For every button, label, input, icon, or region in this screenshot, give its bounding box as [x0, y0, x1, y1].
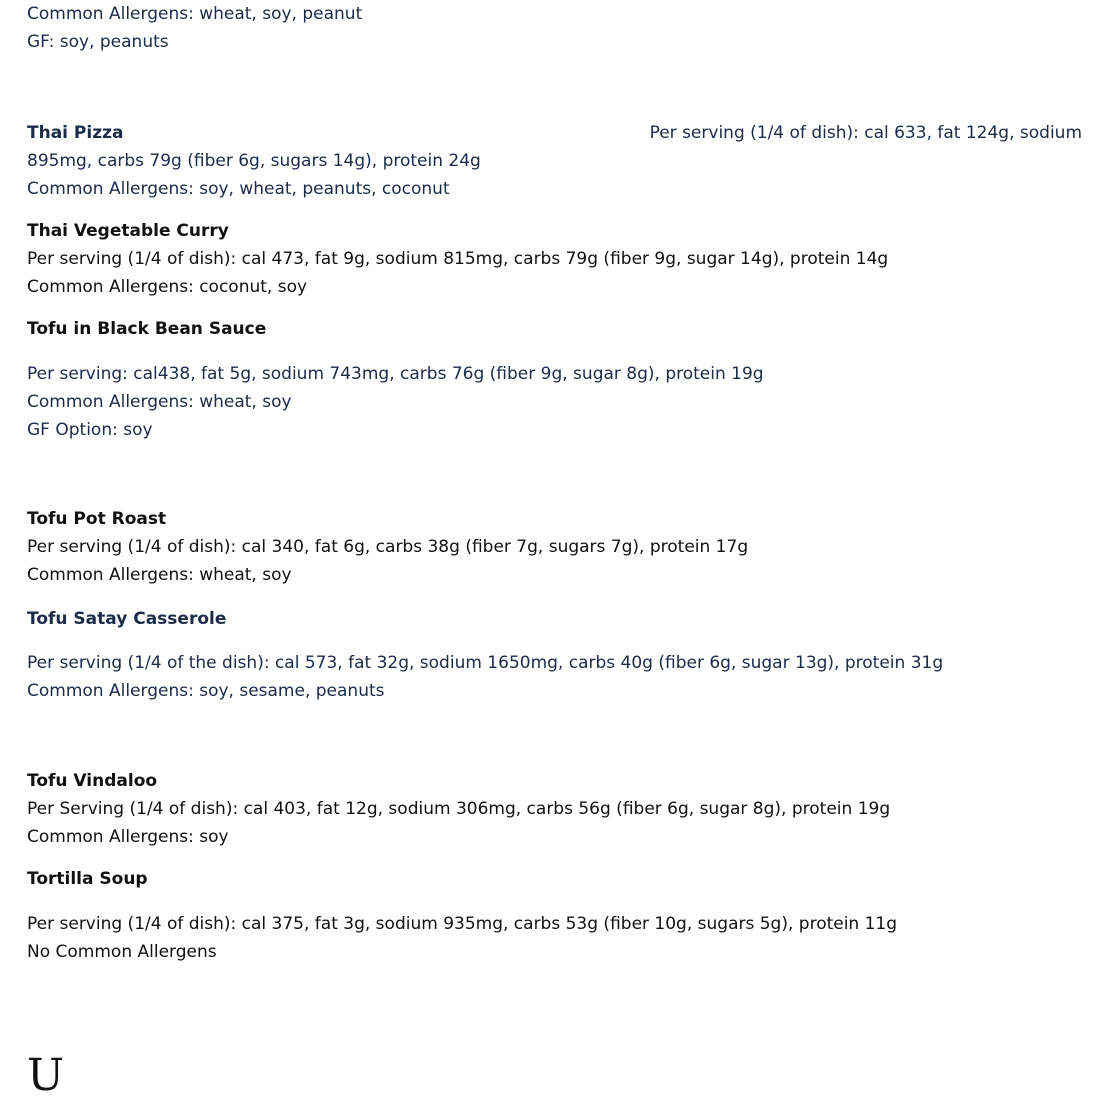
recipe-nutrition-page: [27, 0, 1082, 1101]
recipe-tofu-pot-roast: [27, 505, 1082, 589]
allergens: Common Allergens: soy: [27, 827, 229, 847]
recipe-title: Tofu Pot Roast: [27, 509, 167, 529]
section-letter-heading: U: [27, 1050, 65, 1101]
allergens: Common Allergens: wheat, soy: [27, 565, 292, 585]
nutrition: Per serving (1/4 of dish): cal 473, fat 9g, sodium 815mg, carbs 79g (fiber 9g, sugar 14g), protein 14g: [27, 249, 889, 269]
recipe-title: Tofu in Black Bean Sauce: [27, 319, 267, 339]
nutrition: Per serving (1/4 of the dish): cal 573, fat 32g, sodium 1650mg, carbs 40g (fiber 6g, sugar 13g), protein 31g: [27, 653, 944, 673]
allergens: Common Allergens: soy, wheat, peanuts, coconut: [27, 179, 450, 199]
allergens: No Common Allergens: [27, 942, 217, 962]
recipe-tofu-black-bean: [27, 315, 1082, 444]
recipe-thai-pizza: [27, 119, 1082, 203]
top-allergens: Common Allergens: wheat, soy, peanut: [27, 4, 363, 24]
allergens: Common Allergens: wheat, soy: [27, 392, 292, 412]
recipe-tofu-vindaloo: [27, 767, 1082, 851]
nutrition-line-end: 895mg, carbs 79g (fiber 6g, sugars 14g), protein 24g: [27, 151, 481, 171]
recipe-title: Tofu Vindaloo: [27, 771, 158, 791]
top-gf: GF: soy, peanuts: [27, 32, 169, 52]
recipe-title: Thai Pizza: [27, 123, 124, 143]
recipe-title: Tofu Satay Casserole: [27, 609, 227, 629]
recipe-title: Tortilla Soup: [27, 869, 148, 889]
nutrition-line-start: Per serving (1/4 of dish): cal 633, fat 124g, sodium: [649, 123, 1082, 143]
nutrition: Per serving (1/4 of dish): cal 375, fat 3g, sodium 935mg, carbs 53g (fiber 10g, sugars 5g), protein 11g: [27, 914, 898, 934]
recipe-thai-vegetable-curry: [27, 217, 1082, 301]
allergens: Common Allergens: coconut, soy: [27, 277, 308, 297]
recipe-tortilla-soup: [27, 865, 1082, 966]
gf-option: GF Option: soy: [27, 420, 153, 440]
nutrition: Per Serving (1/4 of dish): cal 403, fat 12g, sodium 306mg, carbs 56g (fiber 6g, sugar 8g), protein 19g: [27, 799, 891, 819]
allergens: Common Allergens: soy, sesame, peanuts: [27, 681, 385, 701]
recipe-title: Thai Vegetable Curry: [27, 221, 229, 241]
nutrition: Per serving: cal438, fat 5g, sodium 743mg, carbs 76g (fiber 9g, sugar 8g), protein 19g: [27, 364, 764, 384]
nutrition: Per serving (1/4 of dish): cal 340, fat 6g, carbs 38g (fiber 7g, sugars 7g), protein 17g: [27, 537, 749, 557]
recipe-tofu-satay: [27, 605, 1082, 705]
